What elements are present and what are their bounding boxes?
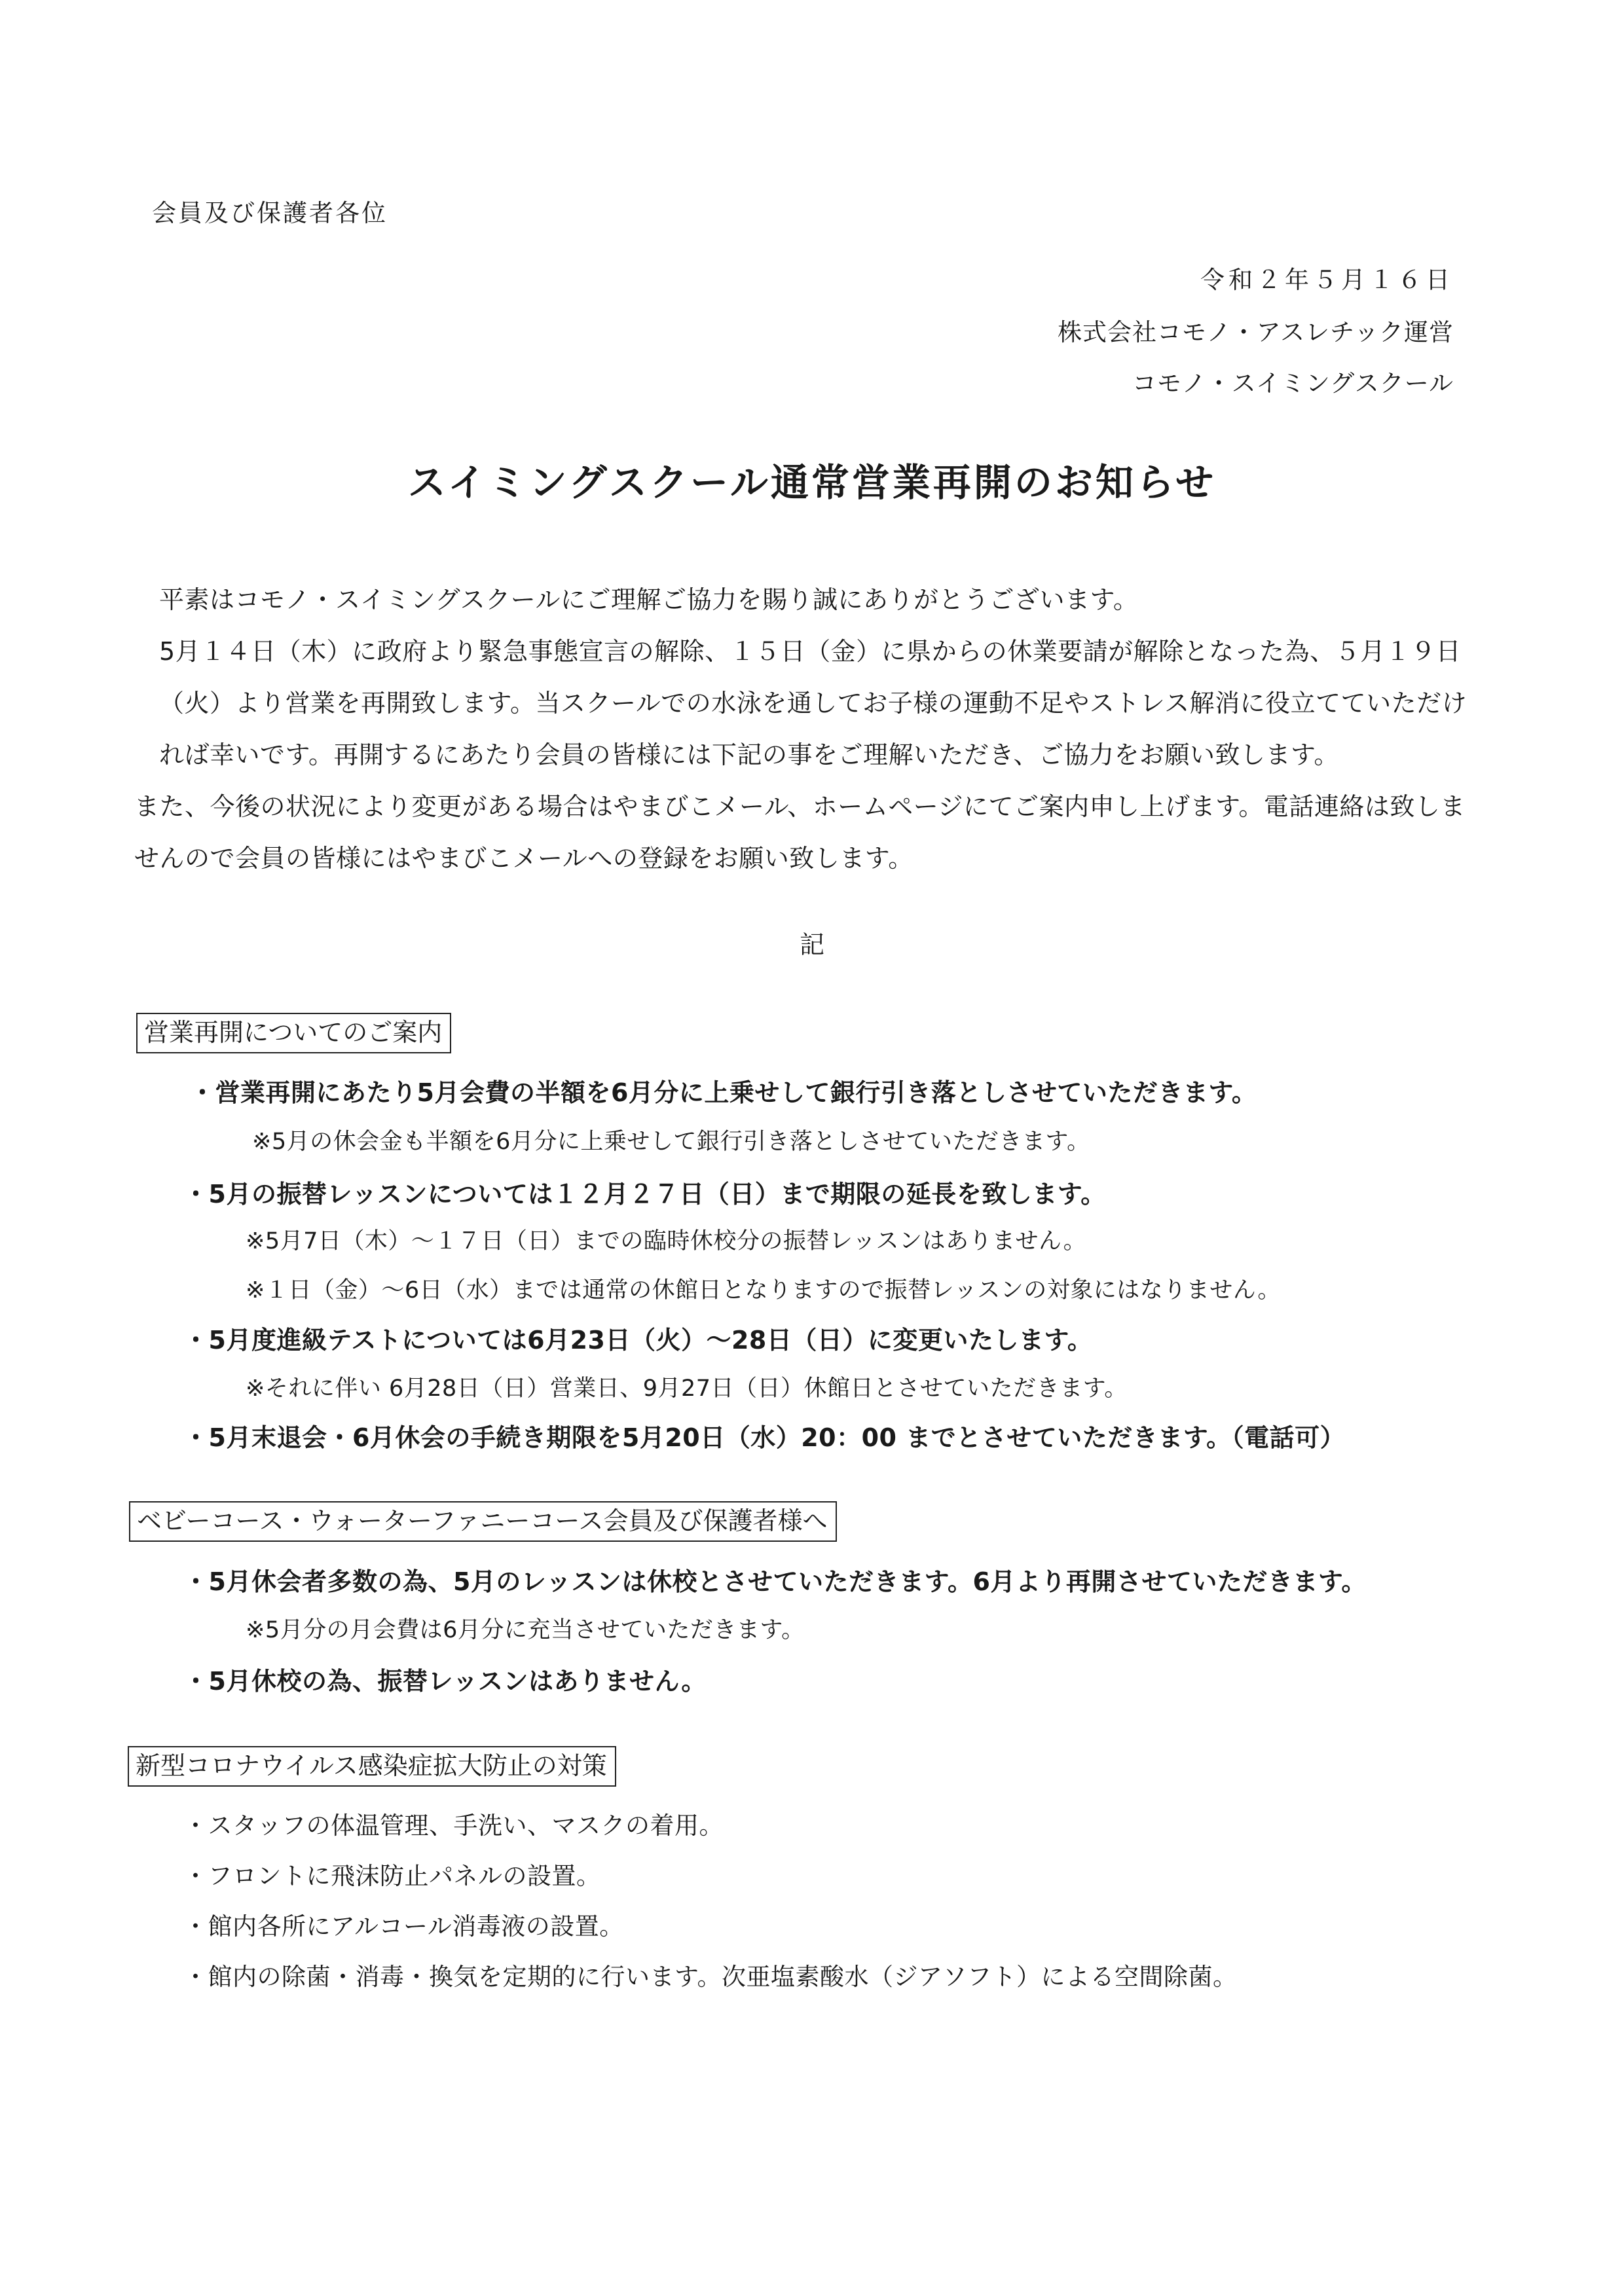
list-item: ・館内各所にアルコール消毒液の設置。	[183, 1912, 624, 1941]
intro-reopening: 5月１４日（木）に政府より緊急事態宣言の解除、１５日（金）に県からの休業要請が解除となった為、５月１９日（火）より営業を再開致します。当スクールでの水泳を通してお子様の運動不足やストレス解消に役立てていただければ幸いです。再開するにあたり会員の皆様には下記の事をご理解いただき、ご協力をお願い致します。	[159, 637, 1467, 769]
issue-date: 令和２年５月１６日	[1200, 266, 1454, 294]
list-note: ※5月の休会金も半額を6月分に上乗せして銀行引き落としさせていただきます。	[252, 1129, 1090, 1155]
ki-marker: 記	[799, 930, 824, 959]
section-heading-covid-measures: 新型コロナウイルス感染症拡大防止の対策	[128, 1746, 616, 1787]
section-heading-reopening: 営業再開についてのご案内	[136, 1013, 451, 1053]
list-note: ※１日（金）～6日（水）までは通常の休館日となりますので振替レッスンの対象にはなりません。	[246, 1277, 1281, 1303]
intro-contact: また、今後の状況により変更がある場合はやまびこメール、ホームページにてご案内申し上げます。電話連絡は致しませんので会員の皆様にはやまびこメールへの登録をお願い致します。	[134, 792, 1466, 873]
list-note: ※それに伴い 6月28日（日）営業日、9月27日（日）休館日とさせていただきます。	[246, 1376, 1128, 1402]
list-item: ・5月末退会・6月休会の手続き期限を5月20日（水）20：00 までとさせていただきます。（電話可）	[183, 1423, 1346, 1452]
list-item: ・フロントに飛沫防止パネルの設置。	[183, 1862, 601, 1890]
list-item: ・5月休会者多数の為、5月のレッスンは休校とさせていただきます。6月より再開させていただきます。	[183, 1567, 1367, 1596]
list-item: ・館内の除菌・消毒・換気を定期的に行います。次亜塩素酸水（ジアソフト）による空間除菌。	[183, 1963, 1238, 1991]
list-item: ・スタッフの体温管理、手洗い、マスクの着用。	[183, 1812, 724, 1840]
intro-paragraphs	[134, 574, 1470, 884]
list-item: ・5月の振替レッスンについては１２月２７日（日）まで期限の延長を致します。	[183, 1180, 1106, 1209]
list-item: ・営業再開にあたり5月会費の半額を6月分に上乗せして銀行引き落としさせていただきます。	[190, 1078, 1257, 1107]
intro-greeting: 平素はコモノ・スイミングスクールにご理解ご協力を賜り誠にありがとうございます。	[159, 585, 1139, 614]
company-name: 株式会社コモノ・アスレチック運営	[1057, 318, 1454, 346]
list-item: ・5月度進級テストについては6月23日（火）～28日（日）に変更いたします。	[183, 1326, 1093, 1355]
notice-title: スイミングスクール通常営業再開のお知らせ	[407, 460, 1217, 505]
list-note: ※5月分の月会費は6月分に充当させていただきます。	[246, 1617, 805, 1643]
list-item: ・5月休校の為、振替レッスンはありません。	[183, 1667, 707, 1696]
school-name: コモノ・スイミングスクール	[1132, 369, 1454, 397]
section-heading-baby-course: ベビーコース・ウォーターファニーコース会員及び保護者様へ	[129, 1501, 837, 1542]
list-note: ※5月7日（木）～１７日（日）までの臨時休校分の振替レッスンはありません。	[246, 1228, 1087, 1254]
addressee: 会員及び保護者各位	[152, 199, 388, 227]
